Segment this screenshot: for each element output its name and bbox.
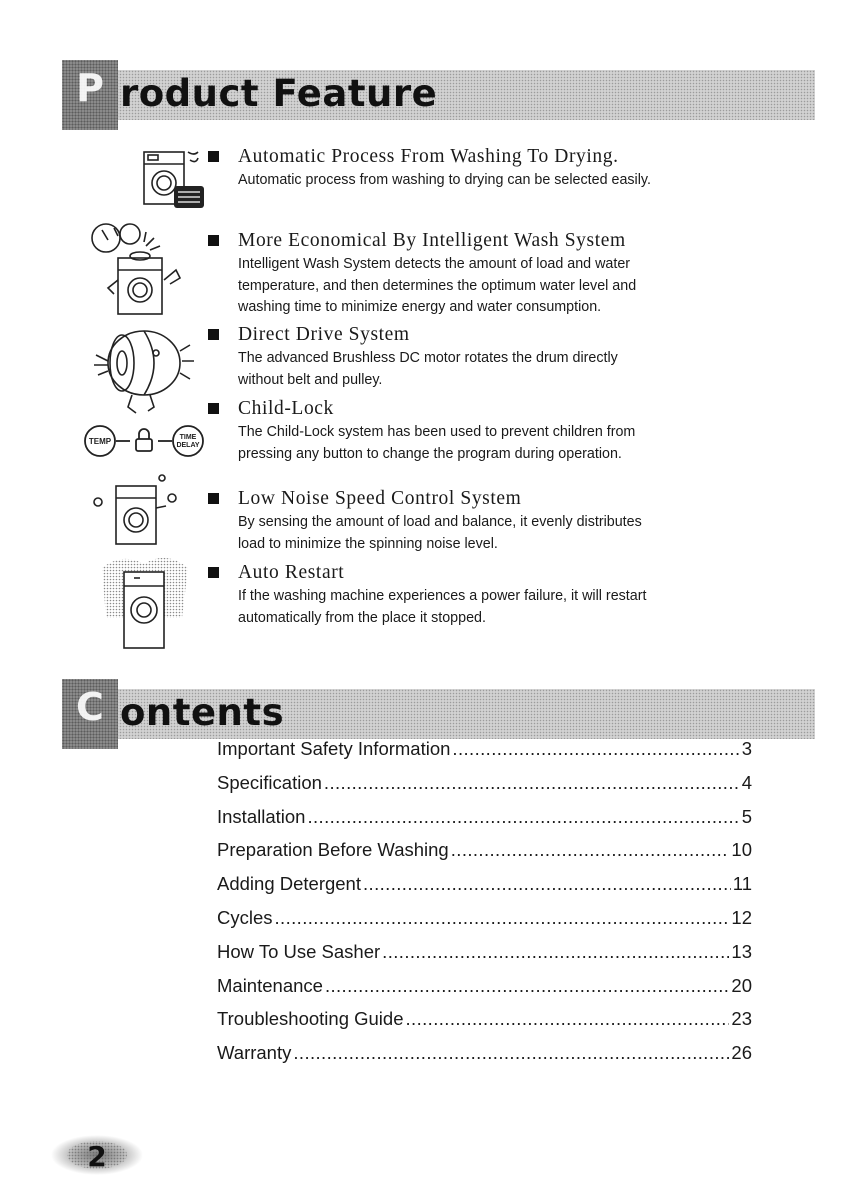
toc-leader <box>363 873 731 895</box>
toc-entry[interactable] <box>217 1042 752 1076</box>
toc-entry[interactable] <box>217 873 752 907</box>
toc-label: Warranty <box>217 1042 292 1064</box>
product-feature-title: roduct Feature <box>120 72 438 115</box>
toc-page: 26 <box>731 1042 752 1064</box>
feature-desc-line: washing time to minimize energy and water consumption. <box>238 299 602 315</box>
toc-page: 23 <box>731 1008 752 1030</box>
feature-title: More Economical By Intelligent Wash System <box>238 230 626 251</box>
toc-page: 20 <box>731 974 752 996</box>
page-number-badge <box>50 1133 144 1175</box>
toc-page: 11 <box>732 873 752 895</box>
page-number: 2 <box>87 1140 107 1173</box>
feature-desc-line: If the washing machine experiences a power failure, it will restart <box>238 588 647 604</box>
toc-entry[interactable] <box>217 1008 752 1042</box>
toc-label: Preparation Before Washing <box>217 839 449 861</box>
feature-auto-restart <box>238 561 798 628</box>
toc-leader <box>325 975 729 997</box>
feature-title: Low Noise Speed Control System <box>238 488 522 509</box>
intelligent-wash-washer-icon <box>84 220 200 318</box>
bullet <box>208 493 219 504</box>
bullet <box>208 567 219 578</box>
toc-label: Specification <box>217 771 322 793</box>
toc-page: 10 <box>731 839 752 861</box>
contents-title: ontents <box>120 691 285 734</box>
toc-entry[interactable] <box>217 772 752 806</box>
low-noise-washer-icon <box>88 470 184 548</box>
toc-page: 5 <box>741 805 752 827</box>
feature-desc-line: pressing any button to change the program during operation. <box>238 445 622 462</box>
toc-label: Troubleshooting Guide <box>217 1008 404 1030</box>
child-lock-delay-label: DELAY <box>176 442 200 449</box>
feature-title: Automatic Process From Washing To Drying. <box>238 146 619 167</box>
toc-leader <box>293 1042 729 1064</box>
toc-leader <box>452 738 739 760</box>
feature-low-noise <box>238 487 798 554</box>
feature-automatic-process <box>238 145 798 191</box>
product-feature-cap-letter: P <box>76 66 104 110</box>
feature-desc-line: Automatic process from washing to drying can be selected easily. <box>238 172 651 188</box>
toc-page: 13 <box>731 940 752 962</box>
toc-label: Important Safety Information <box>217 738 451 759</box>
feature-title: Direct Drive System <box>238 324 410 345</box>
toc-entry[interactable] <box>217 839 752 873</box>
toc-leader <box>406 1008 730 1030</box>
toc-label: Adding Detergent <box>217 873 361 895</box>
auto-restart-washer-icon <box>94 548 194 652</box>
feature-desc-line: Intelligent Wash System detects the amount of load and water <box>238 256 631 272</box>
toc-entry[interactable] <box>217 975 752 1009</box>
table-of-contents <box>217 738 752 1076</box>
child-lock-icon <box>80 417 208 465</box>
toc-entry[interactable] <box>217 941 752 975</box>
feature-desc-line: load to minimize the spinning noise level. <box>238 535 498 552</box>
feature-desc-line: temperature, and then determines the optimum water level and <box>238 277 637 294</box>
feature-desc-line: automatically from the place it stopped. <box>238 609 486 626</box>
toc-leader <box>382 941 729 963</box>
feature-intelligent-wash <box>238 229 798 318</box>
feature-desc-line: without belt and pulley. <box>238 371 383 388</box>
feature-desc-line: The Child-Lock system has been used to prevent children from <box>238 424 636 440</box>
feature-desc-line: By sensing the amount of load and balance, it evenly distributes <box>238 514 642 530</box>
toc-label: How To Use Sasher <box>217 940 381 962</box>
toc-entry[interactable] <box>217 806 752 840</box>
toc-page: 4 <box>741 771 752 793</box>
feature-title: Auto Restart <box>238 562 345 583</box>
contents-cap <box>62 679 118 749</box>
toc-leader <box>275 907 730 929</box>
toc-label: Maintenance <box>217 974 323 996</box>
toc-label: Installation <box>217 805 306 827</box>
feature-direct-drive <box>238 323 798 390</box>
washer-dryer-icon <box>138 142 210 214</box>
direct-drive-motor-icon <box>88 325 200 417</box>
feature-title: Child-Lock <box>238 398 334 419</box>
child-lock-time-label: TIME <box>179 434 197 441</box>
bullet <box>208 329 219 340</box>
feature-child-lock <box>238 397 798 464</box>
toc-leader <box>324 772 740 794</box>
product-feature-cap <box>62 60 118 130</box>
feature-desc-line: The advanced Brushless DC motor rotates the drum directly <box>238 350 618 366</box>
child-lock-temp-label: TEMP <box>88 437 112 446</box>
toc-page: 12 <box>731 906 752 928</box>
contents-cap-letter: C <box>76 685 104 729</box>
toc-leader <box>451 839 730 861</box>
bullet <box>208 403 219 414</box>
toc-leader <box>307 806 739 828</box>
bullet <box>208 235 219 246</box>
toc-entry[interactable] <box>217 907 752 941</box>
bullet <box>208 151 219 162</box>
toc-page: 3 <box>741 738 752 759</box>
toc-entry[interactable] <box>217 738 752 772</box>
toc-label: Cycles <box>217 906 273 928</box>
